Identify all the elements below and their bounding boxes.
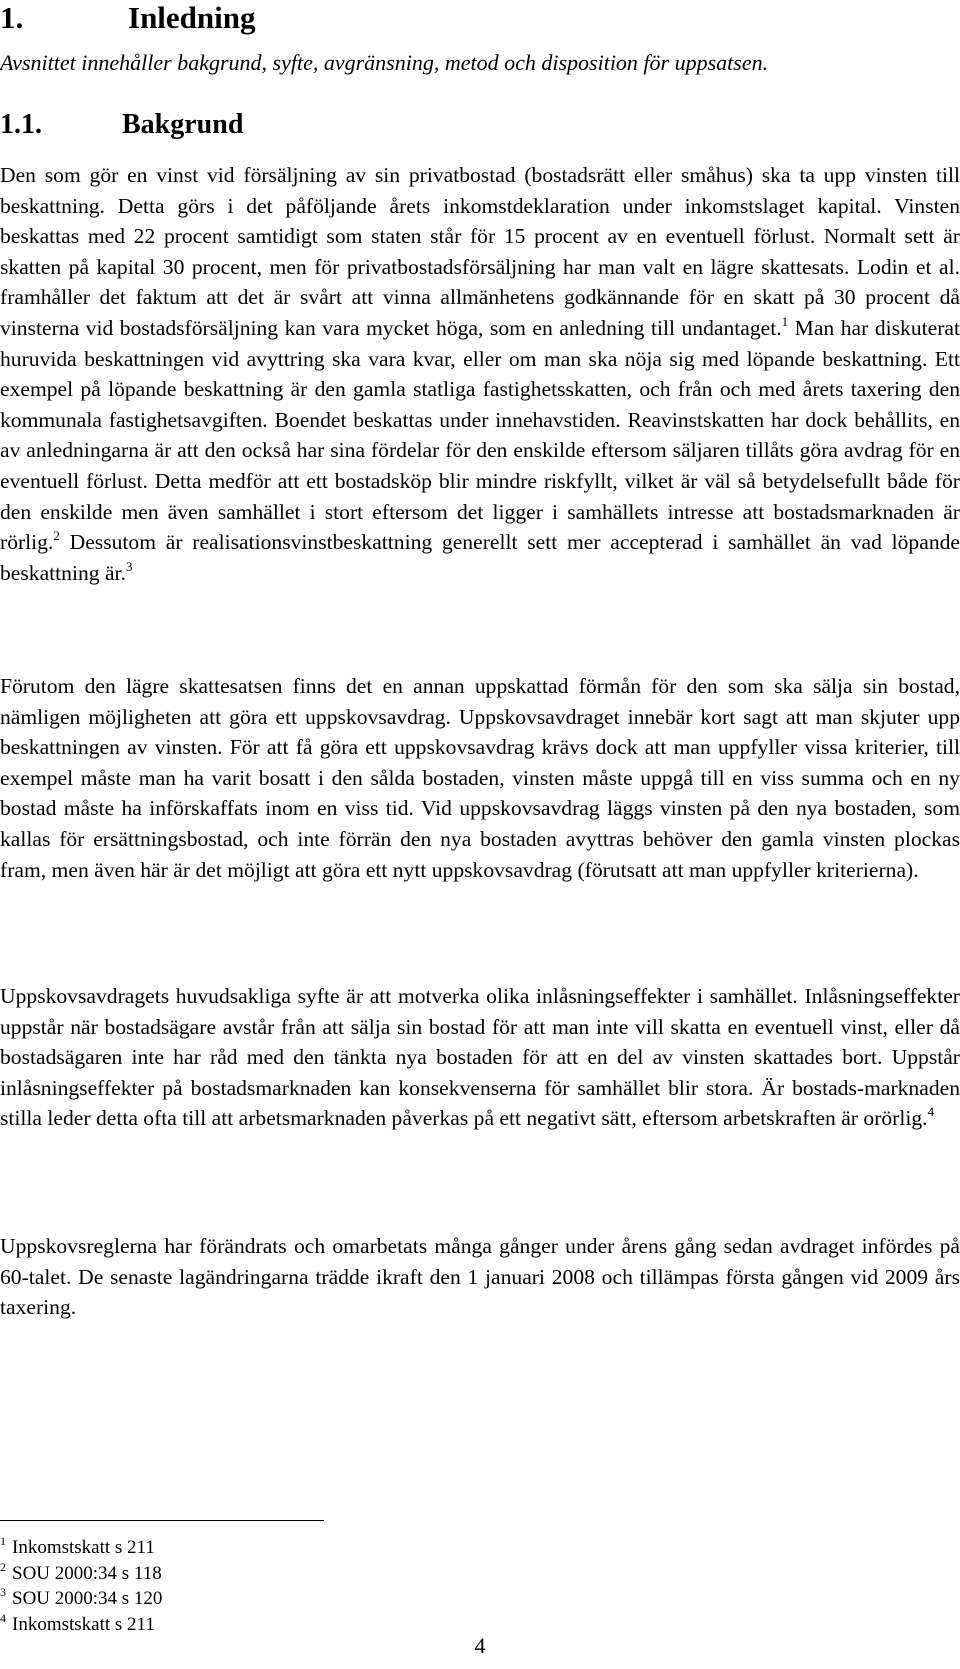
- page-number: 4: [474, 1633, 486, 1658]
- footnote-number: 4: [0, 1610, 6, 1625]
- paragraph-background: [0, 160, 960, 588]
- chapter-number: 1.: [0, 0, 24, 35]
- paragraph-lock-in-effects: [0, 981, 960, 1134]
- paragraph-rule-changes: Uppskovsreglerna har förändrats och omarbetats många gånger under årens gång sedan avdraget infördes på 60-talet. De senaste lagändringarna trädde ikraft den 1 januari 2008 och tillämpas första gången vid 2009 års taxering.: [0, 1234, 960, 1320]
- paragraph-text: Man har diskuterat huruvida beskattningen vid avyttring ska vara kvar, eller om man ska nöja sig med löpande beskattning. Ett exempel på löpande beskattning är den gamla statliga fastighetsskatten, och från och med årets taxering den kommunala fastighetsavgiften. Boendet beskattas under innehavstiden. Reavinstskatten har dock behållits, en av anledningarna är att den också har sina fördelar för den enskilde eftersom säljaren tillåts göra avdrag för en eventuell förlust. Detta medför att ett bostadsköp blir mindre riskfyllt, vilket är väl så betydelsefullt både för den enskilde men även samhället i stort eftersom det ligger i samhällets intresse att bostadsmarknaden är rörlig.: [0, 315, 960, 555]
- footnote-ref[interactable]: 2: [53, 528, 60, 544]
- footnote-number: 2: [0, 1559, 6, 1574]
- footnote-text: Inkomstskatt s 211: [12, 1613, 155, 1635]
- chapter-title: Inledning: [128, 0, 256, 35]
- section-number: 1.1.: [0, 109, 42, 140]
- section-title: Bakgrund: [122, 109, 244, 140]
- paragraph-text: Uppskovsavdragets huvudsakliga syfte är att motverka olika inlåsningseffekter i samhället. Inlåsningseffekter uppstår när bostadsägare avstår från att sälja sin bostad för att man inte vill skatta en eventuell vinst, eller då bostadsägaren inte har råd med den tänkta nya bostaden för att en del av vinsten skattades bort. Uppstår inlåsningseffekter på bostadsmarknaden kan konsekvenserna för samhället blir stora. Är bostads-marknaden stilla leder detta ofta till att arbetsmarknaden påverkas på ett negativt sätt, eftersom arbetskraften är orörlig.: [0, 984, 960, 1131]
- footnote-divider: [0, 1520, 324, 1521]
- paragraph-deferral: Förutom den lägre skattesatsen finns det en annan uppskattad förmån för den som ska sälja sin bostad, nämligen möjligheten att göra ett uppskovsavdrag. Uppskovsavdraget innebär kort sagt att man skjuter upp beskattningen av vinsten. För att få göra ett uppskovsavdrag krävs dock att man uppfyller vissa kriterier, till exempel måste man ha varit bosatt i den sålda bostaden, vinsten måste uppgå till en viss summa och en ny bostad måste ha införskaffats inom en viss tid. Vid uppskovsavdrag läggs vinsten på den nya bostaden, som kallas för ersättningsbostad, och inte förrän den nya bostaden avyttras behöver den gamla vinsten plockas fram, men även här är det möjligt att göra ett nytt uppskovsavdrag (förutsatt att man uppfyller kriterierna).: [0, 674, 960, 882]
- footnote-item: [0, 1535, 162, 1561]
- footnote-ref[interactable]: 4: [927, 1104, 935, 1120]
- footnote-list: [0, 1535, 162, 1637]
- footnote-item: [0, 1586, 162, 1612]
- footnote-number: 3: [0, 1585, 6, 1599]
- chapter-heading: [0, 0, 256, 36]
- footnote-text: Inkomstskatt s 211: [12, 1537, 155, 1558]
- footnote-number: 1: [0, 1534, 6, 1548]
- paragraph-text: Den som gör en vinst vid försäljning av sin privatbostad (bostadsrätt eller småhus) ska ta upp vinsten till beskattning. Detta görs i det påföljande årets inkomstdeklaration under inkomstslaget kapital. Vinsten beskattas med 22 procent samtidigt som staten står för 15 procent av en eventuell förlust. Normalt sett är skatten på kapital 30 procent, men för privatbostadsförsäljning har man valt en lägre skattesats. Lodin et al. framhåller det faktum att det är svårt att vinna allmänhetens godkännande för en skatt på 30 procent då vinsterna vid bostadsförsäljning kan vara mycket höga, som en anledning till undantaget.: [0, 163, 960, 340]
- paragraph-text: Dessutom är realisationsvinstbeskattning generellt sett mer accepterad i samhället än vad löpande beskattning är.: [0, 530, 960, 585]
- footnote-ref[interactable]: 3: [125, 558, 133, 574]
- chapter-intro: Avsnittet innehåller bakgrund, syfte, avgränsning, metod och disposition för uppsatsen.: [0, 50, 769, 75]
- section-heading: [0, 108, 243, 142]
- footnote-item: [0, 1561, 162, 1587]
- footnote-text: SOU 2000:34 s 120: [12, 1588, 163, 1609]
- footnote-text: SOU 2000:34 s 118: [12, 1562, 162, 1584]
- footnote-ref[interactable]: 1: [781, 313, 789, 329]
